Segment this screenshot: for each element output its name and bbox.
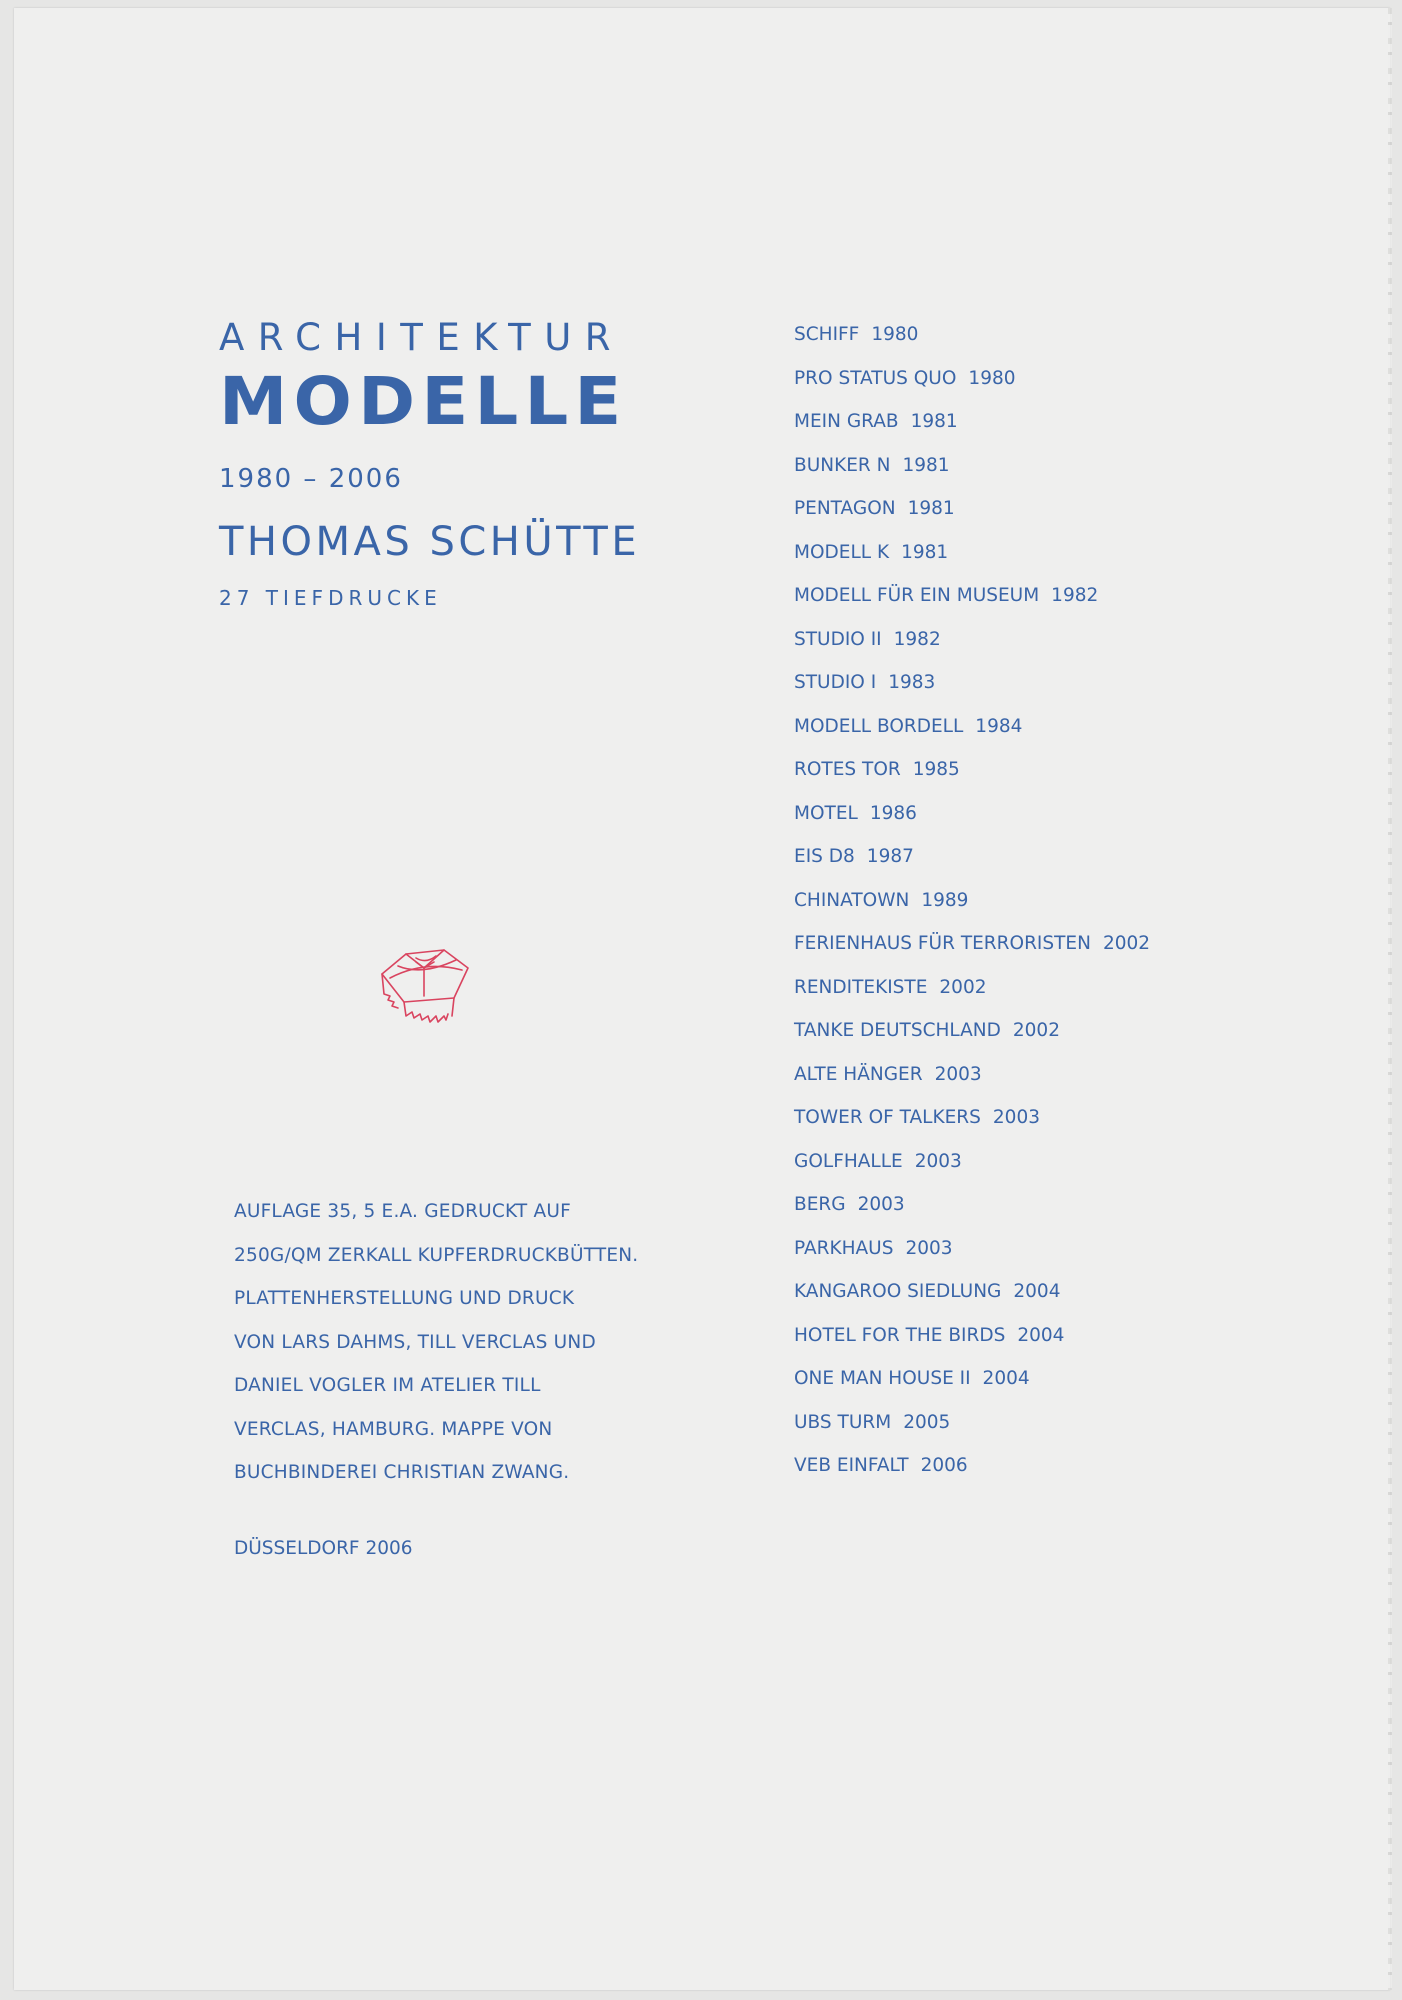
work-year: 2003: [992, 1107, 1040, 1128]
colophon-line: BUCHBINDEREI CHRISTIAN ZWANG.: [234, 1462, 570, 1483]
work-item: [794, 748, 1314, 792]
work-title: MODELL K: [794, 541, 890, 563]
edition-subtitle: 27 TIEFDRUCKE: [219, 586, 442, 610]
work-title: ONE MAN HOUSE II: [794, 1368, 971, 1389]
artist-name: THOMAS SCHÜTTE: [219, 519, 641, 565]
work-item: [794, 313, 1314, 357]
work-year: 2003: [857, 1194, 905, 1215]
work-year: 1981: [910, 411, 958, 432]
work-title: MODELL FÜR EIN MUSEUM: [794, 585, 1040, 606]
work-title: STUDIO I: [794, 672, 877, 693]
work-year: 1983: [888, 672, 936, 693]
work-title: UBS TURM: [794, 1411, 892, 1433]
colophon-line: VON LARS DAHMS, TILL VERCLAS UND: [234, 1331, 596, 1353]
work-title: MOTEL: [794, 802, 858, 824]
colophon: [234, 1190, 754, 1495]
work-title: PENTAGON: [794, 498, 896, 519]
work-title: PARKHAUS: [794, 1237, 894, 1259]
place-date: DÜSSELDORF 2006: [234, 1538, 413, 1559]
work-title: BERG: [794, 1194, 846, 1215]
work-title: RENDITEKISTE: [794, 976, 928, 998]
work-item: [794, 1183, 1314, 1227]
work-year: 1981: [902, 454, 950, 476]
work-title: SCHIFF: [794, 324, 860, 345]
work-item: [794, 1140, 1314, 1184]
work-year: 2002: [1012, 1020, 1060, 1041]
work-year: 2002: [1102, 933, 1151, 954]
work-item: [794, 1009, 1314, 1053]
title-block: [219, 316, 679, 612]
work-item: [794, 966, 1314, 1010]
work-year: 1985: [912, 759, 960, 780]
work-year: 2004: [1017, 1324, 1065, 1346]
work-item: [794, 357, 1314, 401]
work-title: FERIENHAUS FÜR TERRORISTEN: [794, 933, 1091, 954]
work-item: [794, 1357, 1314, 1401]
work-item: [794, 1401, 1314, 1445]
colophon-line: DANIEL VOGLER IM ATELIER TILL: [234, 1375, 541, 1396]
work-title: ROTES TOR: [794, 759, 901, 780]
work-year: 1989: [921, 889, 969, 911]
work-year: 2003: [914, 1150, 962, 1172]
title-architektur: ARCHITEKTUR: [219, 316, 625, 359]
work-year: 2003: [905, 1237, 953, 1259]
work-item: [794, 400, 1314, 444]
colophon-line: VERCLAS, HAMBURG. MAPPE VON: [234, 1418, 553, 1440]
work-year: 2006: [920, 1455, 968, 1476]
work-title: ALTE HÄNGER: [794, 1063, 923, 1085]
work-item: [794, 1314, 1314, 1358]
work-item: [794, 879, 1314, 923]
colophon-line: AUFLAGE 35, 5 E.A. GEDRUCKT AUF: [234, 1201, 571, 1222]
work-year: 1982: [1051, 585, 1099, 606]
work-year: 1987: [866, 846, 914, 867]
deckle-edge: [1388, 8, 1392, 1990]
work-title: PRO STATUS QUO: [794, 367, 957, 389]
works-list: [794, 313, 1314, 1488]
paper-sheet: [14, 8, 1390, 1990]
work-title: HOTEL FOR THE BIRDS: [794, 1324, 1006, 1346]
year-range: 1980 – 2006: [219, 464, 403, 494]
work-item: [794, 1227, 1314, 1271]
pavilion-stamp-icon: [376, 946, 472, 1024]
work-year: 2004: [982, 1368, 1030, 1389]
work-year: 1980: [871, 324, 919, 345]
work-item: [794, 792, 1314, 836]
work-year: 1984: [975, 715, 1023, 737]
work-title: MODELL BORDELL: [794, 715, 964, 737]
work-title: KANGAROO SIEDLUNG: [794, 1281, 1002, 1302]
work-item: [794, 1444, 1314, 1488]
work-year: 2005: [903, 1411, 951, 1433]
work-item: [794, 1096, 1314, 1140]
work-title: MEIN GRAB: [794, 411, 899, 432]
work-title: TOWER OF TALKERS: [794, 1107, 981, 1128]
work-title: TANKE DEUTSCHLAND: [794, 1020, 1001, 1041]
work-year: 1986: [869, 802, 917, 824]
work-year: 2002: [939, 976, 987, 998]
work-title: VEB EINFALT: [794, 1455, 909, 1476]
work-item: [794, 618, 1314, 662]
work-item: [794, 531, 1314, 575]
work-title: EIS D8: [794, 846, 855, 867]
work-year: 1981: [907, 498, 955, 519]
work-year: 1981: [901, 541, 949, 563]
work-item: [794, 661, 1314, 705]
work-item: [794, 574, 1314, 618]
work-title: STUDIO II: [794, 628, 882, 650]
work-title: BUNKER N: [794, 454, 891, 476]
work-year: 1982: [893, 628, 941, 650]
title-modelle: MODELLE: [219, 363, 628, 440]
work-item: [794, 835, 1314, 879]
work-item: [794, 1270, 1314, 1314]
work-year: 1980: [968, 367, 1016, 389]
work-year: 2004: [1013, 1281, 1061, 1302]
work-item: [794, 705, 1314, 749]
colophon-line: 250G/QM ZERKALL KUPFERDRUCKBÜTTEN.: [234, 1244, 639, 1266]
work-item: [794, 1053, 1314, 1097]
work-title: CHINATOWN: [794, 889, 910, 911]
work-title: GOLFHALLE: [794, 1150, 903, 1172]
work-item: [794, 922, 1314, 966]
work-item: [794, 444, 1314, 488]
colophon-line: PLATTENHERSTELLUNG UND DRUCK: [234, 1288, 575, 1309]
work-item: [794, 487, 1314, 531]
work-year: 2003: [934, 1063, 982, 1085]
